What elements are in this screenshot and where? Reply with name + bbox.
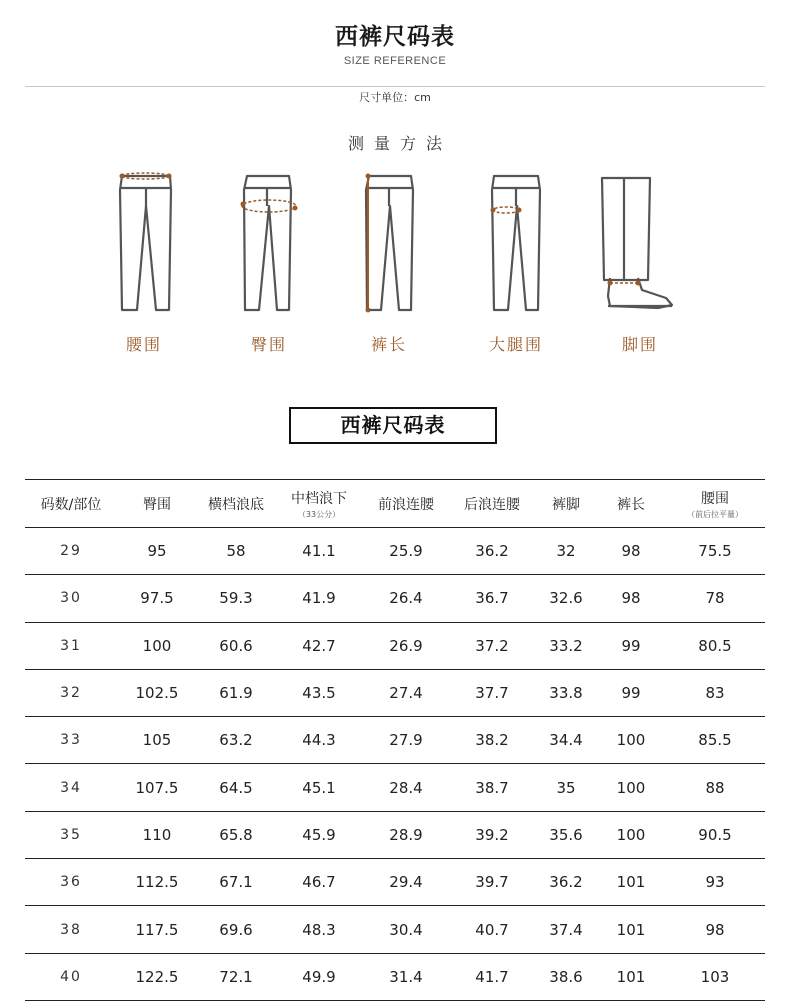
table-cell: 98: [597, 575, 665, 622]
table-cell: 100: [597, 764, 665, 811]
figure-label-hem: 脚围: [621, 335, 658, 354]
table-cell: 41.7: [449, 953, 535, 1000]
table-cell: 69.6: [197, 906, 275, 953]
table-cell: 85.5: [665, 717, 765, 764]
col-crotch-width: 横档浪底: [197, 480, 275, 528]
table-cell: 64.5: [197, 764, 275, 811]
figure-hem: [580, 168, 700, 358]
table-cell: 32: [535, 528, 597, 575]
table-row: [25, 811, 765, 858]
measure-method-title: 测量方法: [347, 134, 452, 153]
size-code-cell: 38: [25, 906, 117, 953]
col-hip: 臀围: [117, 480, 197, 528]
table-cell: 99: [597, 669, 665, 716]
table-cell: 78: [665, 575, 765, 622]
figure-label-length: 裤长: [370, 335, 407, 354]
divider: [25, 86, 765, 87]
figure-length: [329, 168, 449, 358]
size-code-cell: 35: [25, 811, 117, 858]
size-code-cell: 30: [25, 575, 117, 622]
table-row: [25, 953, 765, 1000]
table-cell: 63.2: [197, 717, 275, 764]
table-cell: 75.5: [665, 528, 765, 575]
table-cell: 60.6: [197, 622, 275, 669]
size-table: [25, 479, 765, 1001]
page-subtitle: SIZE REFERENCE: [343, 55, 447, 67]
table-cell: 39.7: [449, 859, 535, 906]
table-row: [25, 528, 765, 575]
trousers-hip-icon: [209, 168, 329, 328]
figure-hip: [209, 168, 329, 358]
figure-label-hip: 臀围: [250, 335, 287, 354]
table-cell: 93: [665, 859, 765, 906]
table-cell: 101: [597, 859, 665, 906]
col-size: 码数/部位: [25, 480, 117, 528]
table-cell: 27.9: [363, 717, 449, 764]
table-cell: 59.3: [197, 575, 275, 622]
col-back-rise: 后浪连腰: [449, 480, 535, 528]
table-body: [25, 528, 765, 1001]
table-cell: 26.9: [363, 622, 449, 669]
table-cell: 43.5: [275, 669, 363, 716]
table-row: [25, 575, 765, 622]
table-cell: 28.9: [363, 811, 449, 858]
table-cell: 88: [665, 764, 765, 811]
table-cell: 117.5: [117, 906, 197, 953]
table-cell: 103: [665, 953, 765, 1000]
col-length: 裤长: [597, 480, 665, 528]
size-code-cell: 29: [25, 528, 117, 575]
size-code-cell: 32: [25, 669, 117, 716]
col-front-rise: 前浪连腰: [363, 480, 449, 528]
table-cell: 122.5: [117, 953, 197, 1000]
table-cell: 38.2: [449, 717, 535, 764]
table-cell: 36.2: [535, 859, 597, 906]
table-cell: 49.9: [275, 953, 363, 1000]
table-cell: 29.4: [363, 859, 449, 906]
table-cell: 36.7: [449, 575, 535, 622]
table-cell: 80.5: [665, 622, 765, 669]
table-cell: 101: [597, 953, 665, 1000]
trousers-waist-icon: [84, 168, 204, 328]
table-cell: 72.1: [197, 953, 275, 1000]
table-cell: 38.7: [449, 764, 535, 811]
figure-waist: [84, 168, 204, 358]
table-cell: 32.6: [535, 575, 597, 622]
measure-figures: [0, 168, 790, 358]
table-cell: 31.4: [363, 953, 449, 1000]
trousers-hem-icon: [580, 168, 700, 328]
table-cell: 42.7: [275, 622, 363, 669]
table-cell: 33.2: [535, 622, 597, 669]
table-cell: 99: [597, 622, 665, 669]
table-cell: 100: [117, 622, 197, 669]
table-cell: 95: [117, 528, 197, 575]
table-cell: 44.3: [275, 717, 363, 764]
table-cell: 25.9: [363, 528, 449, 575]
table-cell: 67.1: [197, 859, 275, 906]
table-row: [25, 669, 765, 716]
table-cell: 83: [665, 669, 765, 716]
table-cell: 45.1: [275, 764, 363, 811]
size-code-cell: 40: [25, 953, 117, 1000]
table-cell: 90.5: [665, 811, 765, 858]
table-cell: 48.3: [275, 906, 363, 953]
figure-label-thigh: 大腿围: [488, 335, 543, 354]
table-cell: 61.9: [197, 669, 275, 716]
table-header-row: [25, 480, 765, 528]
table-row: [25, 622, 765, 669]
figure-thigh: [456, 168, 576, 358]
trousers-length-icon: [329, 168, 449, 328]
size-code-cell: 34: [25, 764, 117, 811]
table-cell: 100: [597, 811, 665, 858]
table-cell: 45.9: [275, 811, 363, 858]
table-row: [25, 764, 765, 811]
table-cell: 36.2: [449, 528, 535, 575]
table-cell: 26.4: [363, 575, 449, 622]
table-cell: 41.1: [275, 528, 363, 575]
col-mid-thigh: 中档浪下 （33公分）: [275, 480, 363, 528]
table-cell: 33.8: [535, 669, 597, 716]
table-cell: 65.8: [197, 811, 275, 858]
table-cell: 27.4: [363, 669, 449, 716]
table-cell: 110: [117, 811, 197, 858]
table-cell: 37.7: [449, 669, 535, 716]
table-cell: 107.5: [117, 764, 197, 811]
table-cell: 39.2: [449, 811, 535, 858]
table-cell: 98: [665, 906, 765, 953]
col-waist: 腰围 （前后拉平量）: [665, 480, 765, 528]
col-hem: 裤脚: [535, 480, 597, 528]
table-row: [25, 906, 765, 953]
table-title: 西裤尺码表: [289, 407, 497, 444]
table-cell: 102.5: [117, 669, 197, 716]
table-cell: 38.6: [535, 953, 597, 1000]
table-cell: 100: [597, 717, 665, 764]
table-cell: 28.4: [363, 764, 449, 811]
table-cell: 105: [117, 717, 197, 764]
table-cell: 40.7: [449, 906, 535, 953]
table-cell: 34.4: [535, 717, 597, 764]
table-cell: 101: [597, 906, 665, 953]
table-cell: 30.4: [363, 906, 449, 953]
table-cell: 58: [197, 528, 275, 575]
unit-label: 尺寸单位：cm: [359, 91, 431, 104]
table-cell: 98: [597, 528, 665, 575]
table-row: [25, 859, 765, 906]
size-code-cell: 36: [25, 859, 117, 906]
table-row: [25, 717, 765, 764]
figure-label-waist: 腰围: [125, 335, 162, 354]
table-cell: 35: [535, 764, 597, 811]
trousers-thigh-icon: [456, 168, 576, 328]
table-cell: 46.7: [275, 859, 363, 906]
size-code-cell: 31: [25, 622, 117, 669]
table-cell: 37.2: [449, 622, 535, 669]
table-cell: 37.4: [535, 906, 597, 953]
table-cell: 97.5: [117, 575, 197, 622]
table-cell: 112.5: [117, 859, 197, 906]
table-cell: 41.9: [275, 575, 363, 622]
page-title: 西裤尺码表: [335, 24, 455, 50]
size-code-cell: 33: [25, 717, 117, 764]
table-cell: 35.6: [535, 811, 597, 858]
